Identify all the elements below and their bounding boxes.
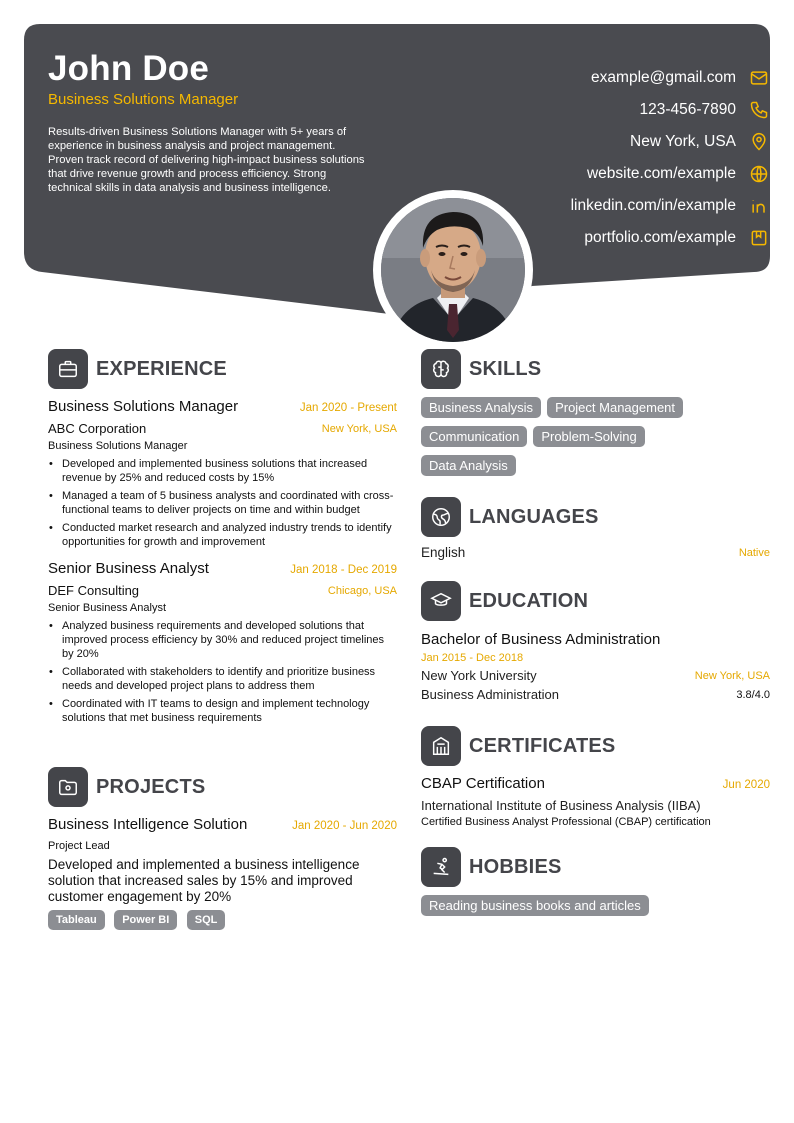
briefcase-icon bbox=[48, 349, 88, 389]
tag-chip: SQL bbox=[187, 910, 226, 930]
profile-summary: Results-driven Business Solutions Manager with 5+ years of experience in business analysis and project management. Proven track record of delivering high-impact business solutions that drive revenue growth and process efficiency. Strong technical skills in data analysis and business intelligence. bbox=[48, 126, 365, 194]
portfolio-icon bbox=[748, 227, 770, 249]
skills-section bbox=[421, 349, 770, 484]
contact-email-text: example@gmail.com bbox=[591, 69, 736, 86]
project-tags bbox=[48, 910, 397, 930]
certificate-date: Jun 2020 bbox=[722, 779, 770, 791]
school-location: New York, USA bbox=[694, 669, 770, 682]
job-role: Senior Business Analyst bbox=[48, 560, 209, 577]
certificates-section bbox=[421, 726, 770, 828]
projects-title: PROJECTS bbox=[96, 775, 206, 798]
contact-phone-text: 123-456-7890 bbox=[639, 101, 736, 118]
school-name: New York University bbox=[421, 668, 537, 683]
language-level: Native bbox=[738, 546, 770, 559]
job-subtitle: Business Solutions Manager bbox=[48, 440, 188, 452]
job-bullets bbox=[48, 619, 397, 725]
experience-section bbox=[48, 349, 397, 729]
profile-photo bbox=[381, 198, 525, 342]
list-item: • Managed a team of 5 business analysts and coordinated with cross-functional teams to deliver projects on time and within budget bbox=[48, 489, 397, 517]
job-company: ABC Corporation bbox=[48, 421, 147, 436]
globe-icon bbox=[748, 163, 770, 185]
contact-email[interactable] bbox=[450, 62, 770, 94]
tag-chip: Power BI bbox=[114, 910, 177, 930]
list-item: • Analyzed business requirements and developed solutions that improved process efficiency by 30% and reduced project timelines by 20% bbox=[48, 619, 397, 661]
location-pin-icon bbox=[748, 131, 770, 153]
hobby-chip: Reading business books and articles bbox=[421, 895, 649, 916]
degree: Bachelor of Business Administration bbox=[421, 631, 661, 648]
job-location: Chicago, USA bbox=[327, 584, 397, 597]
experience-title: EXPERIENCE bbox=[96, 357, 227, 380]
project-description: Developed and implemented a business intelligence solution that increased sales by 15% and improved customer engagement by 20% bbox=[48, 857, 360, 904]
education-section bbox=[421, 581, 770, 702]
project-name: Business Intelligence Solution bbox=[48, 816, 248, 833]
skill-chip: Problem-Solving bbox=[533, 426, 644, 447]
certificate-entry bbox=[421, 775, 770, 828]
linkedin-icon bbox=[748, 195, 770, 217]
job-company: DEF Consulting bbox=[48, 583, 140, 598]
project-entry bbox=[48, 816, 397, 930]
brain-icon bbox=[421, 349, 461, 389]
folder-icon bbox=[48, 767, 88, 807]
list-item: • Conducted market research and analyzed industry trends to identify opportunities for growth and improvement bbox=[48, 521, 397, 549]
certificate-icon bbox=[421, 726, 461, 766]
contact-linkedin-text: linkedin.com/in/example bbox=[570, 197, 736, 214]
list-item: • Coordinated with IT teams to design and implement technology solutions that met business requirements bbox=[48, 697, 397, 725]
list-item: • Collaborated with stakeholders to identify and prioritize business needs and developed project plans to address them bbox=[48, 665, 397, 693]
project-role: Project Lead bbox=[48, 840, 110, 852]
contact-portfolio-text: portfolio.com/example bbox=[584, 229, 736, 246]
languages-title: LANGUAGES bbox=[469, 505, 599, 528]
contact-phone[interactable] bbox=[450, 94, 770, 126]
skills-list bbox=[421, 397, 770, 484]
candidate-name: John Doe bbox=[48, 49, 210, 88]
hobbies-title: HOBBIES bbox=[469, 855, 562, 878]
candidate-title: Business Solutions Manager bbox=[48, 91, 239, 108]
hobbies-list bbox=[421, 895, 770, 924]
experience-entry bbox=[48, 398, 397, 549]
mail-icon bbox=[748, 67, 770, 89]
job-date: Jan 2018 - Dec 2019 bbox=[290, 564, 397, 576]
language-icon bbox=[421, 497, 461, 537]
skill-chip: Business Analysis bbox=[421, 397, 541, 418]
contact-website[interactable] bbox=[450, 158, 770, 190]
certificates-title: CERTIFICATES bbox=[469, 734, 616, 757]
field-of-study: Business Administration bbox=[421, 687, 560, 702]
language-entry bbox=[421, 545, 770, 560]
contact-location-text: New York, USA bbox=[630, 133, 736, 150]
education-entry bbox=[421, 630, 770, 702]
skill-chip: Project Management bbox=[547, 397, 683, 418]
contact-website-text: website.com/example bbox=[586, 165, 736, 182]
job-role: Business Solutions Manager bbox=[48, 398, 239, 415]
certificate-description: Certified Business Analyst Professional (CBAP) certification bbox=[421, 816, 711, 828]
language-name: English bbox=[421, 545, 466, 560]
job-subtitle: Senior Business Analyst bbox=[48, 602, 167, 614]
skill-chip: Communication bbox=[421, 426, 527, 447]
job-date: Jan 2020 - Present bbox=[299, 402, 397, 414]
tag-chip: Tableau bbox=[48, 910, 105, 930]
certificate-issuer: International Institute of Business Analysis (IIBA) bbox=[421, 798, 701, 813]
projects-section bbox=[48, 767, 397, 930]
graduation-cap-icon bbox=[421, 581, 461, 621]
gpa: 3.8/4.0 bbox=[736, 688, 770, 701]
job-bullets bbox=[48, 457, 397, 549]
education-title: EDUCATION bbox=[469, 589, 589, 612]
skill-chip: Data Analysis bbox=[421, 455, 516, 476]
skills-title: SKILLS bbox=[469, 357, 542, 380]
project-date: Jan 2020 - Jun 2020 bbox=[292, 820, 397, 832]
experience-entry bbox=[48, 560, 397, 725]
job-location: New York, USA bbox=[321, 422, 397, 435]
list-item: • Developed and implemented business solutions that increased revenue by 25% and reduced costs by 15% bbox=[48, 457, 397, 485]
hobbies-section bbox=[421, 847, 770, 924]
certificate-name: CBAP Certification bbox=[421, 775, 545, 792]
languages-section bbox=[421, 497, 770, 560]
skier-icon bbox=[421, 847, 461, 887]
education-date: Jan 2015 - Dec 2018 bbox=[421, 652, 524, 664]
phone-icon bbox=[748, 99, 770, 121]
contact-location bbox=[450, 126, 770, 158]
